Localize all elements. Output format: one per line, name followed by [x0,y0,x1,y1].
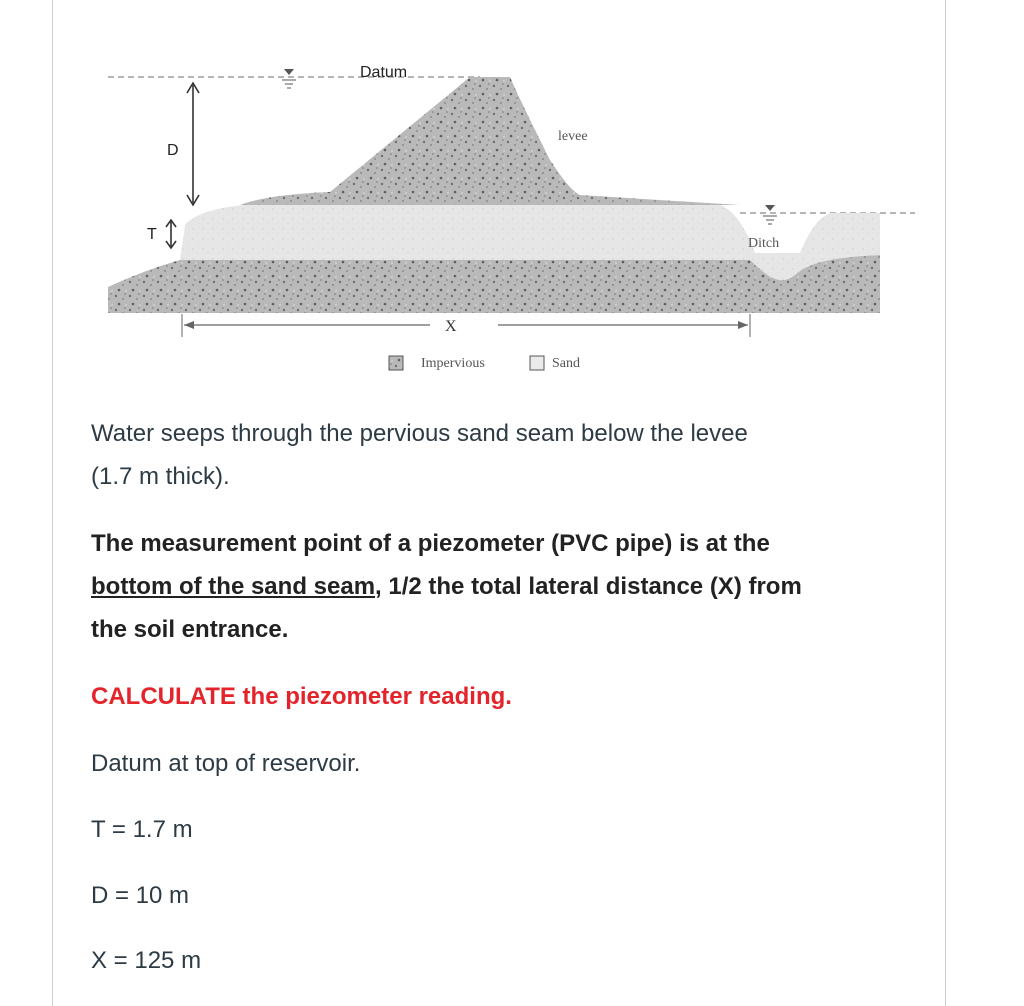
impervious-legend-label: Impervious [421,356,485,371]
levee-diagram [100,55,915,390]
datum-note: Datum at top of reservoir. [91,750,361,777]
x-value: X = 125 m [91,947,202,974]
impervious-legend-swatch [389,356,403,370]
x-label: X [445,318,457,335]
t-value: T = 1.7 m [91,816,193,843]
levee-seepage-figure [100,55,915,390]
water-level-symbol-ditch [763,205,777,224]
question-line-1: The measurement point of a piezometer (PVC pipe) is at the [91,530,770,557]
question-line-3: the soil entrance. [91,616,289,643]
intro-paragraph [91,412,921,498]
intro-line-1: Water seeps through the pervious sand seam below the levee [91,420,748,447]
content-frame-left-border [52,0,53,1006]
underlined-phrase: bottom of the sand seam [91,573,376,600]
levee-label: levee [558,129,588,144]
t-dimension-arrow [166,220,176,248]
task-instruction: CALCULATE the piezometer reading. [91,683,512,710]
sand-legend-swatch [530,356,544,370]
levee-body [240,77,740,205]
intro-line-2: (1.7 m thick). [91,463,230,490]
x-dimension-arrow [182,314,750,337]
water-level-symbol-left [282,69,296,88]
question-line-2-rest: , 1/2 the total lateral distance (X) from [375,573,802,600]
sand-legend-label: Sand [552,356,580,371]
question-paragraph [91,522,921,651]
t-label: T [147,226,157,243]
datum-label: Datum [360,64,408,81]
d-dimension-arrow [187,83,199,205]
ditch-label: Ditch [748,236,780,251]
d-value: D = 10 m [91,882,190,909]
content-frame-right-border [945,0,946,1006]
d-label: D [167,142,179,159]
